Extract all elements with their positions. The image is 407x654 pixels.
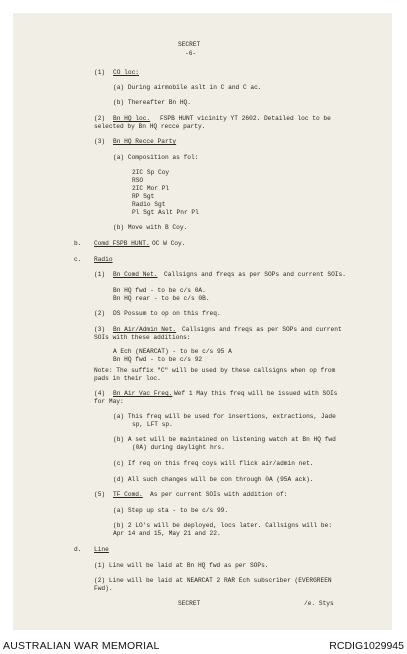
c4-cont: for May:: [94, 398, 124, 405]
item2-heading: Bn HQ loc.: [113, 115, 151, 122]
item3-b: (b) Move with B Coy.: [113, 224, 188, 231]
c3-a: A Ech (NEARCAT) - to be c/s 95 A: [113, 348, 232, 355]
composition-item: Radio Sgt: [132, 201, 166, 208]
c5-b-line1: (b) 2 LO's will be deployed, locs later. Callsigns will be:: [113, 522, 333, 529]
item2-cont: selected by Bn HQ recce party.: [94, 123, 206, 130]
c4-heading: Bn Air Vac Freq.: [113, 390, 173, 397]
item1-a: (a) During airmobile aslt in C and C ac.: [113, 84, 262, 91]
c4-d: (d) All such changes will be con through 0A (95A ack).: [113, 476, 314, 483]
para-b-heading: Comd FSPB HUNT.: [94, 240, 150, 247]
para-c-num: c.: [74, 256, 82, 263]
footer-record-id: RCDIG1029945: [329, 640, 404, 652]
item1-num: (1): [94, 69, 106, 76]
d1-text: (1) Line will be laid at Bn HQ fwd as per SOPs.: [94, 562, 269, 569]
classification-top: SECRET: [178, 41, 201, 48]
c2-text: DS Possum to op on this freq.: [113, 310, 221, 317]
composition-item: RSO: [132, 177, 144, 184]
c3-text: Callsigns and freqs as per SOPs and current: [182, 326, 342, 333]
c4-a-line2: sp, LFT sp.: [132, 421, 173, 428]
composition-item: 2IC Mor Pl: [132, 185, 170, 192]
c4-a-line1: (a) This freq will be used for insertions, extractions, Jade: [113, 413, 336, 420]
c5-heading: TF Comd.: [113, 491, 143, 498]
c3-cont: SOIs with these additions:: [94, 334, 191, 341]
c1-rear: Bn HQ rear - to be c/s 0B.: [113, 295, 210, 302]
page-number: -6-: [185, 50, 197, 57]
footer-source: AUSTRALIAN WAR MEMORIAL: [3, 640, 160, 652]
para-c-heading: Radio: [94, 256, 113, 263]
c5-text: As per current SOIs with addition of:: [150, 491, 288, 498]
note-line2: pads in their loc.: [94, 375, 161, 382]
d2-line1: (2) Line will be laid at NEARCAT 2 RAR Ech subscriber (EVERGREEN: [94, 577, 332, 584]
para-d-num: d.: [74, 546, 82, 553]
c3-num: (3): [94, 326, 106, 333]
item3-num: (3): [94, 138, 106, 145]
para-b-text: OC W Coy.: [152, 240, 186, 247]
item2-text: FSPB HUNT vicinity YT 2602. Detailed loc to be: [160, 115, 331, 122]
document-page: [13, 13, 392, 630]
c4-num: (4): [94, 390, 106, 397]
c3-heading: Bn Air/Admin Net.: [113, 326, 177, 333]
c4-text: Wef 1 May this freq will be issued with SOIs: [174, 390, 338, 397]
item3-heading: Bn HQ Recce Party: [113, 138, 177, 145]
item2-num: (2): [94, 115, 106, 122]
note-line1: Note: The suffix "C" will be used by these callsigns when op from: [94, 367, 336, 374]
para-d-heading: Line: [94, 546, 109, 553]
d2-line2: Fwd).: [94, 585, 113, 592]
c1-text: Callsigns and freqs as per SOPs and current SOIs.: [164, 271, 346, 278]
c2-num: (2): [94, 310, 106, 317]
c1-heading: Bn Comd Net.: [113, 271, 158, 278]
c4-c: (c) If req on this freq coys will flick air/admin net.: [113, 460, 314, 467]
c3-b: Bn HQ fwd - to be c/s 92: [113, 356, 203, 363]
composition-item: RP Sgt: [132, 193, 155, 200]
c1-num: (1): [94, 271, 106, 278]
para-b-num: b.: [74, 240, 82, 247]
composition-item: Pl Sgt Aslt Pnr Pl: [132, 209, 199, 216]
c1-fwd: Bn HQ fwd - to be c/s 0A.: [113, 287, 206, 294]
continuation-marker: /e. Stys: [304, 600, 334, 607]
c5-b-line2: Apr 14 and 15, May 21 and 22.: [113, 530, 221, 537]
c5-num: (5): [94, 491, 106, 498]
c4-b-line2: (0A) during daylight hrs.: [132, 444, 225, 451]
item3-a: (a) Composition as fol:: [113, 154, 199, 161]
item1-b: (b) Thereafter Bn HQ.: [113, 99, 191, 106]
classification-bottom: SECRET: [178, 600, 201, 607]
composition-item: 2IC Sp Coy: [132, 169, 170, 176]
c5-a: (a) Step up sta - to be c/s 99.: [113, 507, 229, 514]
c4-b-line1: (b) A set will be maintained on listening watch at Bn HQ fwd: [113, 436, 336, 443]
item1-heading: CO loc:: [113, 69, 139, 76]
